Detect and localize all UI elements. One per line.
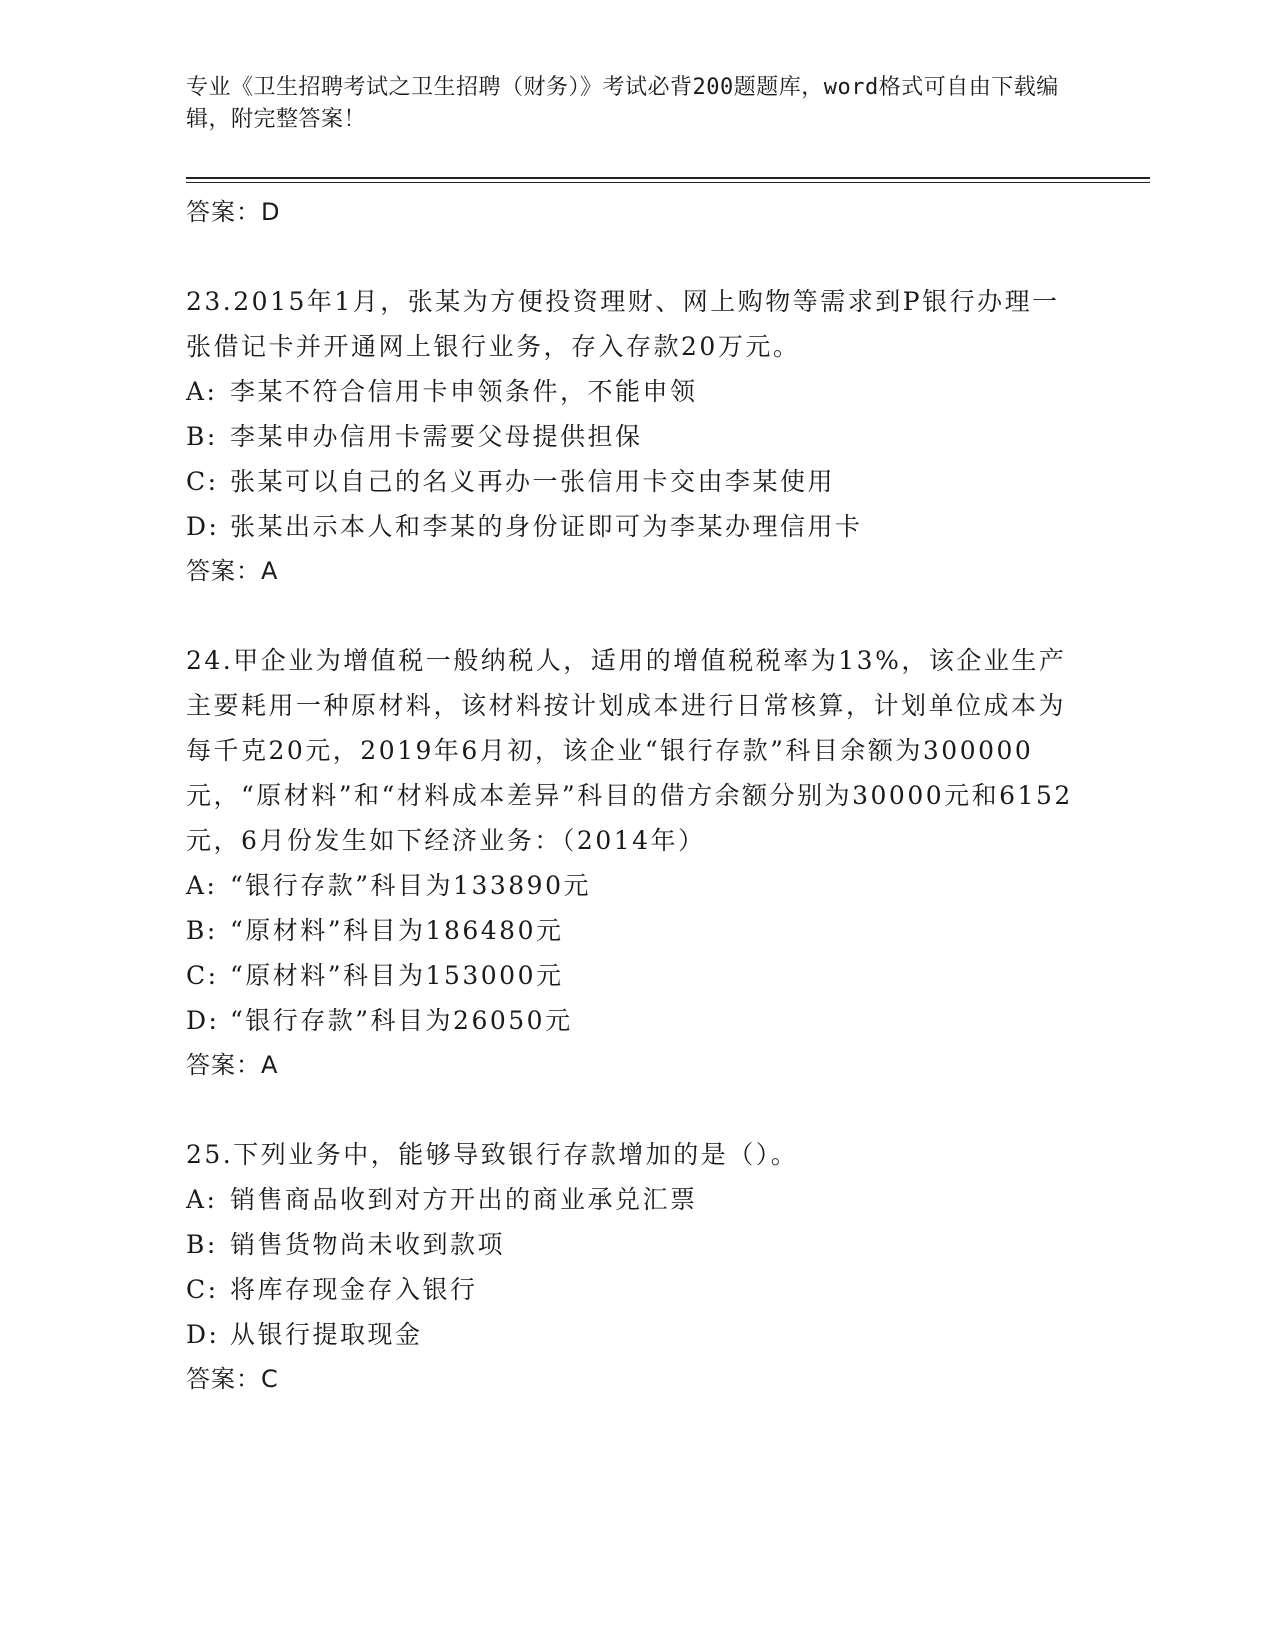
option-text: 李某不符合信用卡申领条件，不能申领	[230, 377, 698, 406]
question-answer: 答案：C	[186, 1365, 279, 1393]
option-d	[186, 1312, 1086, 1357]
option-label: A:	[186, 377, 218, 406]
question-text: 24.甲企业为增值税一般纳税人，适用的增值税税率为13%，该企业生产主要耗用一种原材料，该材料按计划成本进行日常核算，计划单位成本为每千克20元，2019年6月初，该企业“银行存款”科目余额为300000元，“原材料”和“材料成本差异”科目的借方余额分别为30000元和6152元，6月份发生如下经济业务：（2014年）	[186, 646, 1073, 855]
option-d	[186, 998, 1086, 1043]
option-a	[186, 369, 1086, 414]
header-divider-thick	[186, 177, 1150, 179]
option-label: B:	[186, 1230, 218, 1259]
option-text: 张某出示本人和李某的身份证即可为李某办理信用卡	[230, 512, 863, 541]
option-b	[186, 414, 1086, 459]
previous-question-answer: 答案：D	[186, 198, 281, 226]
option-b	[186, 1222, 1086, 1267]
question-block-24	[186, 638, 1086, 1088]
option-text: “原材料”科目为186480元	[230, 916, 564, 945]
option-text: “银行存款”科目为133890元	[230, 871, 591, 900]
option-a	[186, 1177, 1086, 1222]
option-text: 将库存现金存入银行	[230, 1275, 478, 1304]
option-label: C:	[186, 1275, 219, 1304]
option-text: 销售货物尚未收到款项	[230, 1230, 506, 1259]
option-label: D:	[186, 1006, 220, 1035]
header-divider-thin	[186, 182, 1150, 183]
option-c	[186, 1267, 1086, 1312]
option-text: 张某可以自己的名义再办一张信用卡交由李某使用	[230, 467, 836, 496]
option-c	[186, 459, 1086, 504]
option-text: 销售商品收到对方开出的商业承兑汇票	[230, 1185, 698, 1214]
option-c	[186, 953, 1086, 998]
question-block-25	[186, 1132, 1086, 1402]
option-label: D:	[186, 512, 220, 541]
option-text: 从银行提取现金	[230, 1320, 423, 1349]
question-text: 23.2015年1月，张某为方便投资理财、网上购物等需求到P银行办理一张借记卡并开通网上银行业务，存入存款20万元。	[186, 287, 1060, 361]
option-label: B:	[186, 916, 218, 945]
option-a	[186, 863, 1086, 908]
option-text: “银行存款”科目为26050元	[230, 1006, 573, 1035]
option-label: B:	[186, 422, 218, 451]
option-b	[186, 908, 1086, 953]
option-label: A:	[186, 871, 218, 900]
option-label: A:	[186, 1185, 218, 1214]
question-block-23	[186, 279, 1086, 594]
option-label: C:	[186, 961, 219, 990]
option-label: D:	[186, 1320, 220, 1349]
option-text: 李某申办信用卡需要父母提供担保	[230, 422, 643, 451]
question-list	[186, 190, 1086, 1402]
question-text: 25.下列业务中，能够导致银行存款增加的是（）。	[186, 1140, 799, 1169]
question-answer: 答案：A	[186, 1051, 279, 1079]
option-text: “原材料”科目为153000元	[230, 961, 564, 990]
document-header: 专业《卫生招聘考试之卫生招聘（财务）》考试必背200题题库，word格式可自由下载编辑，附完整答案！	[186, 75, 1059, 132]
option-label: C:	[186, 467, 219, 496]
option-d	[186, 504, 1086, 549]
question-answer: 答案：A	[186, 557, 279, 585]
